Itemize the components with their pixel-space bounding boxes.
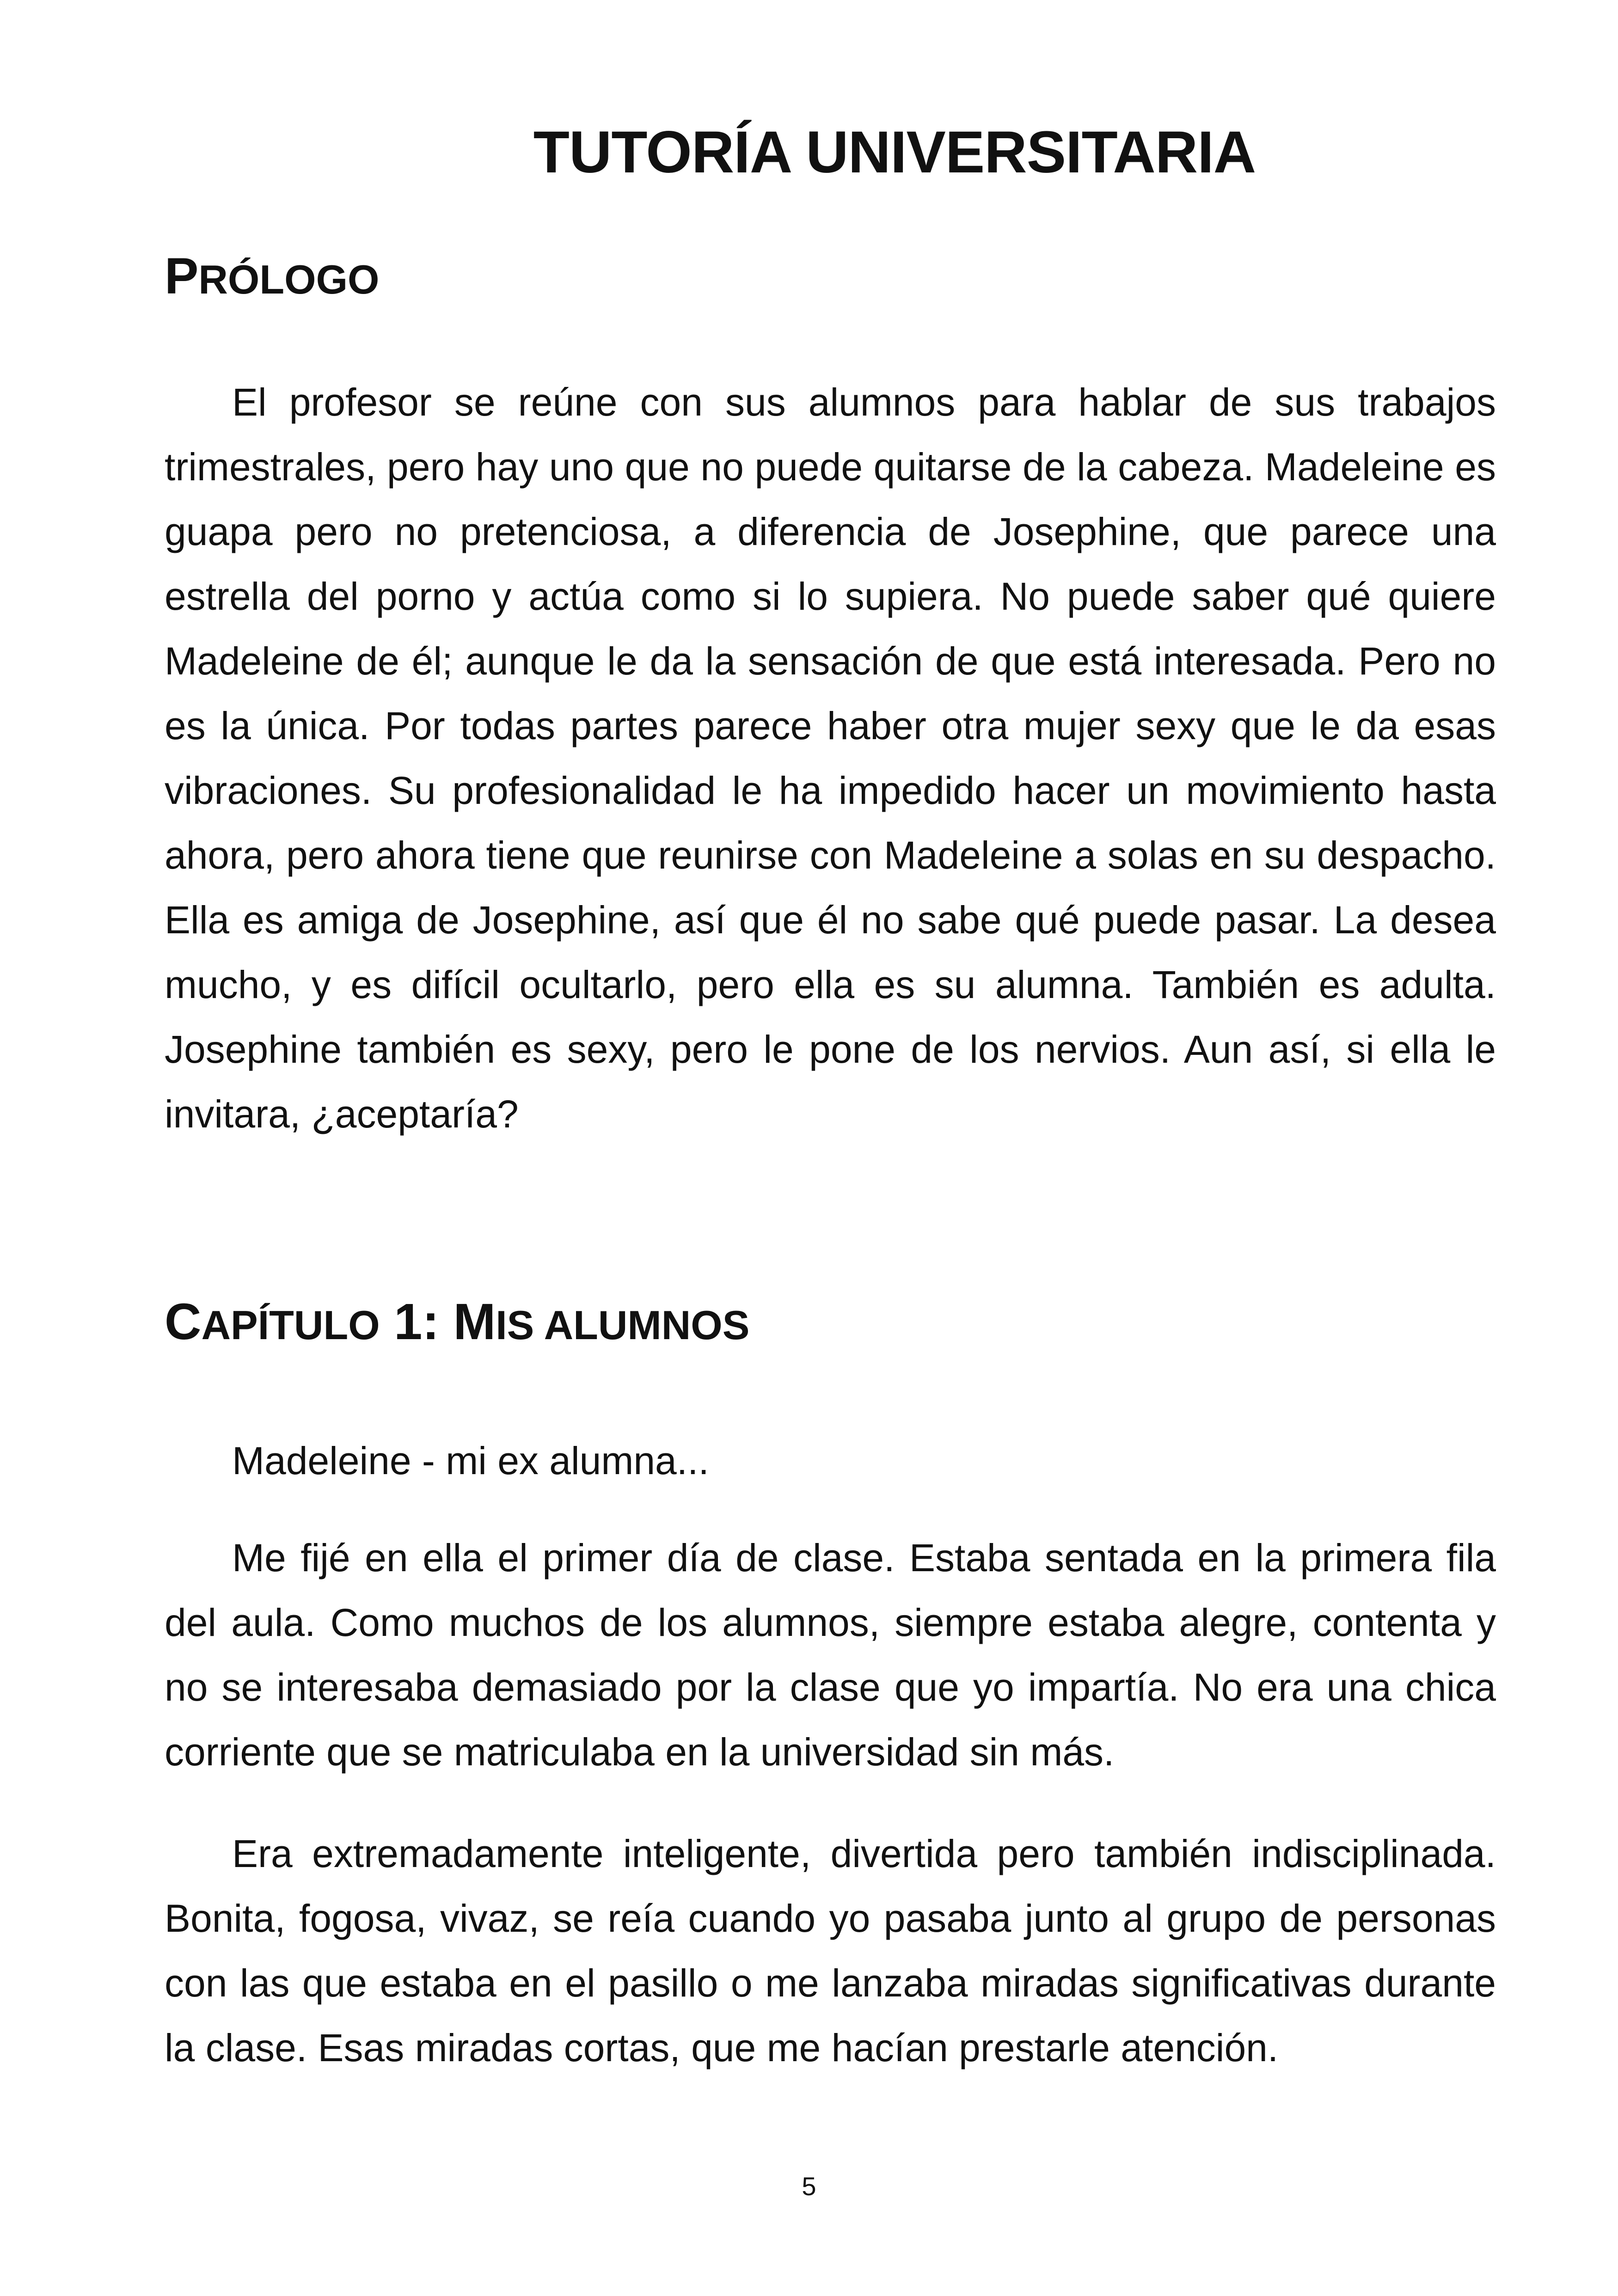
chapter-heading [165,1290,749,1370]
prologue-paragraph: El profesor se reúne con sus alumnos para hablar de sus trabajos trimestrales, pero hay uno que no puede quitarse de la cabeza. Madeleine es guapa pero no pretenciosa, a diferencia de Josephine, que parece una estrella del porno y actúa como si lo supiera. No puede saber qué quiere Madeleine de él; aunque le da la sensación de que está interesada. Pero no es la única. Por todas partes parece haber otra mujer sexy que le da esas vibraciones. Su profesionalidad le ha impedido hacer un movimiento hasta ahora, pero ahora tiene que reunirse con Madeleine a solas en su despacho. Ella es amiga de Josephine, así que él no sabe qué puede pasar. La desea mucho, y es difícil ocultarlo, pero ella es su alumna. También es adulta. Josephine también es sexy, pero le pone de los nervios. Aun así, si ella le invitara, ¿aceptaría? [165,380,1496,1136]
chapter-heading-title-initial: M [453,1293,496,1350]
prologue-heading-rest: RÓLOGO [198,257,380,302]
document-title: TUTORÍA UNIVERSITARIA [533,119,1256,185]
chapter-intro-line: Madeleine - mi ex alumna... [232,1439,709,1482]
page-number: 5 [802,2172,816,2201]
chapter-heading-word: APÍTULO [201,1302,380,1348]
chapter-heading-title-rest: IS ALUMNOS [496,1302,750,1348]
chapter-heading-initial: C [165,1293,202,1350]
chapter-paragraph-2: Era extremadamente inteligente, divertida pero también indisciplinada. Bonita, fogosa, vivaz, se reía cuando yo pasaba junto al grupo de personas con las que estaba en el pasillo o me lanzaba miradas significativas durante la clase. Esas miradas cortas, que me hacían prestarle atención. [165,1832,1496,2069]
chapter-paragraph-1: Me fijé en ella el primer día de clase. Estaba sentada en la primera fila del aula. Como muchos de los alumnos, siempre estaba alegre, contenta y no se interesaba demasiado por la clase que yo impartía. No era una chica corriente que se matriculaba en la universidad sin más. [165,1536,1496,1774]
prologue-heading-initial: P [165,248,199,305]
chapter-heading-number: 1: [380,1293,454,1350]
prologue-heading [165,244,379,324]
